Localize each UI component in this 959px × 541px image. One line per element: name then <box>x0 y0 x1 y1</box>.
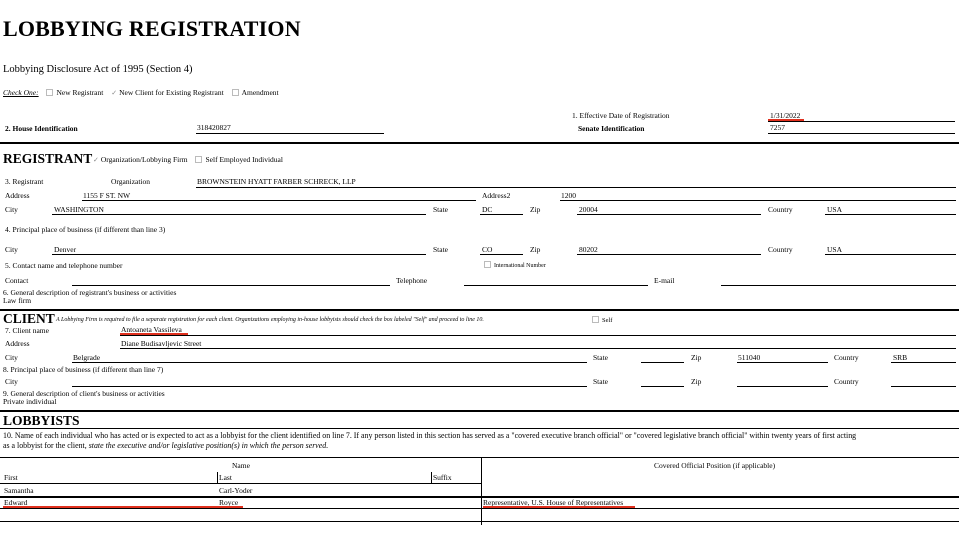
country-value[interactable]: USA <box>827 205 843 214</box>
client-name-value[interactable]: Antoaneta Vassileva <box>121 325 182 334</box>
lobbyists-instructions-1: 10. Name of each individual who has acted or is expected to act as a lobbyist for the client identified on line 7. If any person listed in this section has served as a "covered executive branch official" or "covered legislative branch official" within twenty years of first acting <box>3 431 857 440</box>
client-country-value[interactable]: SRB <box>893 353 908 362</box>
lobbyists-instructions-2: as a lobbyist for the client, state the executive and/or legislative position(s) in which the person served. <box>3 441 329 450</box>
principal-label: 4. Principal place of business (if different than line 3) <box>5 225 166 234</box>
client-name-label: 7. Client name <box>5 326 49 335</box>
client-city-value[interactable]: Belgrade <box>73 353 101 362</box>
organization-value[interactable]: BROWNSTEIN HYATT FARBER SCHRECK, LLP <box>197 177 356 186</box>
address2-label: Address2 <box>482 191 511 200</box>
international-number[interactable]: International Number <box>484 262 546 269</box>
checkbox-icon[interactable] <box>484 261 491 268</box>
p-zip-label: Zip <box>530 245 541 254</box>
client-principal-label: 8. Principal place of business (if different than line 7) <box>3 365 164 374</box>
checkmark-icon: ✓ <box>111 89 118 97</box>
checkbox-icon[interactable] <box>46 89 53 96</box>
client-address-value[interactable]: Diane Budisavljevic Street <box>121 339 202 348</box>
senate-id-value[interactable]: 7257 <box>770 123 785 132</box>
p-state-value[interactable]: CO <box>482 245 493 254</box>
client-state-label: State <box>593 353 608 362</box>
col-first: First <box>4 473 18 482</box>
house-id-label: 2. House Identification <box>5 124 78 133</box>
client-p-city-label: City <box>5 377 18 386</box>
type-org[interactable]: ✓ Organization/Lobbying Firm <box>93 155 188 164</box>
p-country-value[interactable]: USA <box>827 245 843 254</box>
client-country-label: Country <box>834 353 859 362</box>
covered-position-header: Covered Official Position (if applicable) <box>654 461 776 470</box>
registrant-section-title: REGISTRANT <box>3 151 93 166</box>
p-zip-value[interactable]: 80202 <box>579 245 598 254</box>
check-one-label: Check One: <box>3 88 39 97</box>
type-self[interactable]: Self Employed Individual <box>195 155 283 164</box>
check-one-row <box>3 89 279 97</box>
option-new-client[interactable]: ✓ New Client for Existing Registrant <box>111 88 224 97</box>
client-city-label: City <box>5 353 18 362</box>
reg-description-value[interactable]: Law firm <box>3 296 32 305</box>
address2-value[interactable]: 1200 <box>561 191 576 200</box>
checkbox-icon[interactable] <box>592 316 599 323</box>
row-2-first[interactable]: Edward <box>4 498 28 507</box>
lobbyists-section-title: LOBBYISTS <box>3 413 80 428</box>
contact-section-label: 5. Contact name and telephone number <box>5 261 123 270</box>
effective-date-label: 1. Effective Date of Registration <box>572 111 670 120</box>
zip-value[interactable]: 20004 <box>579 205 598 214</box>
checkbox-icon[interactable] <box>232 89 239 96</box>
col-suffix: Suffix <box>433 473 452 482</box>
p-country-label: Country <box>768 245 793 254</box>
client-p-zip-label: Zip <box>691 377 702 386</box>
client-description-value[interactable]: Private individual <box>3 397 57 406</box>
row-2-last[interactable]: Royce <box>219 498 239 507</box>
city-value[interactable]: WASHINGTON <box>54 205 104 214</box>
row-1-first[interactable]: Samantha <box>4 486 34 495</box>
registrant-label: 3. Registrant <box>5 177 44 186</box>
name-header: Name <box>232 461 250 470</box>
client-p-state-label: State <box>593 377 608 386</box>
checkbox-icon[interactable] <box>195 156 202 163</box>
state-value[interactable]: DC <box>482 205 493 214</box>
address-label: Address <box>5 191 30 200</box>
act-subtitle: Lobbying Disclosure Act of 1995 (Section 4) <box>3 64 193 75</box>
client-self[interactable]: Self <box>592 317 612 324</box>
zip-label: Zip <box>530 205 541 214</box>
option-new-registrant[interactable]: New Registrant <box>46 88 103 97</box>
effective-date-value[interactable]: 1/31/2022 <box>770 111 801 120</box>
organization-label: Organization <box>111 177 151 186</box>
page-title: LOBBYING REGISTRATION <box>3 16 301 41</box>
p-city-label: City <box>5 245 18 254</box>
telephone-label: Telephone <box>396 276 428 285</box>
city-label: City <box>5 205 18 214</box>
client-note: A Lobbying Firm is required to file a separate registration for each client. Organizations employing in-house lobbyists should check the box labeled "Self" and proceed to line 10. <box>56 317 484 323</box>
client-description-label: 9. General description of client's business or activities <box>3 389 165 398</box>
client-zip-value[interactable]: 511040 <box>738 353 761 362</box>
checkmark-icon: ✓ <box>93 156 99 164</box>
p-city-value[interactable]: Denver <box>54 245 77 254</box>
client-p-country-label: Country <box>834 377 859 386</box>
col-last: Last <box>219 473 232 482</box>
email-label: E-mail <box>654 276 675 285</box>
reg-description-label: 6. General description of registrant's business or activities <box>3 288 177 297</box>
house-id-value[interactable]: 318420827 <box>197 123 231 132</box>
row-2-position[interactable]: Representative, U.S. House of Representatives <box>483 498 624 507</box>
state-label: State <box>433 205 448 214</box>
client-address-label: Address <box>5 339 30 348</box>
address-value[interactable]: 1155 F ST. NW <box>83 191 131 200</box>
row-1-last[interactable]: Carl-Yoder <box>219 486 253 495</box>
client-section-title: CLIENT <box>3 311 55 326</box>
registrant-type-row <box>93 156 283 164</box>
p-state-label: State <box>433 245 448 254</box>
client-zip-label: Zip <box>691 353 702 362</box>
country-label: Country <box>768 205 793 214</box>
option-amendment[interactable]: Amendment <box>232 88 279 97</box>
senate-id-label: Senate Identification <box>578 124 645 133</box>
contact-label: Contact <box>5 276 29 285</box>
